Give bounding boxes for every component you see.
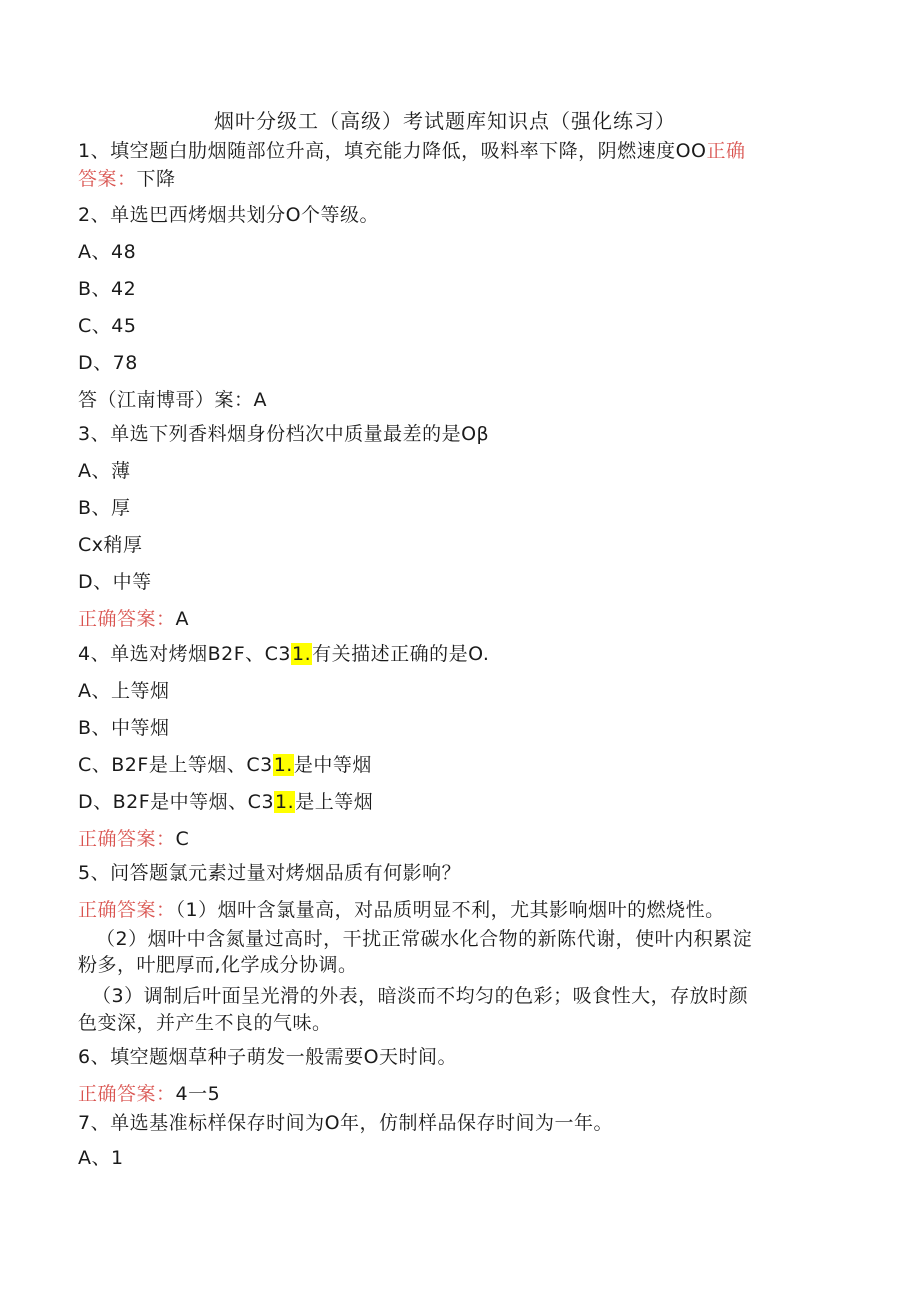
option-text: C、B2F是上等烟、C3	[78, 754, 273, 776]
question-5-answer-2a: （2）烟叶中含氮量过高时，干扰正常碳水化合物的新陈代谢，使叶内积累淀	[96, 928, 753, 950]
option-b: B、中等烟	[78, 717, 170, 739]
answer-value: C	[175, 828, 190, 850]
answer-label: 正确答案：	[78, 899, 176, 921]
question-5-answer-3a: （3）调制后叶面呈光滑的外表，暗淡而不均匀的色彩；吸食性大，存放时颜	[92, 985, 749, 1007]
option-c: Cx稍厚	[78, 534, 143, 556]
option-a: A、薄	[78, 460, 131, 482]
question-5-stem: 5、问答题氯元素过量对烤烟品质有何影响？	[78, 862, 462, 884]
option-c: C、45	[78, 315, 137, 337]
answer-label: 正确答案：	[78, 1083, 176, 1105]
question-3-answer	[78, 606, 189, 632]
option-a: A、1	[78, 1147, 124, 1169]
question-6-stem: 6、填空题烟草种子萌发一般需要O天时间。	[78, 1046, 458, 1068]
answer-label: 正确答案：	[78, 828, 176, 850]
question-1-answer	[78, 166, 176, 192]
option-a: A、48	[78, 241, 137, 263]
option-text: D、B2F是中等烟、C3	[78, 791, 275, 813]
option-text: 是中等烟	[293, 754, 372, 776]
answer-label: 正确	[706, 140, 746, 162]
question-4-answer	[78, 826, 189, 852]
question-1-stem	[78, 138, 746, 164]
option-b: B、厚	[78, 497, 131, 519]
page-title: 烟叶分级工（高级）考试题库知识点（强化练习）	[214, 109, 676, 133]
highlight-mark: 1.	[273, 754, 293, 776]
option-text: 是上等烟	[295, 791, 374, 813]
question-3-stem: 3、单选下列香料烟身份档次中质量最差的是Oβ	[78, 423, 490, 445]
question-5-answer-3b: 色变深，并产生不良的气味。	[78, 1012, 332, 1034]
question-5-answer-2b: 粉多，叶肥厚而,化学成分协调。	[78, 954, 358, 976]
option-a: A、上等烟	[78, 680, 170, 702]
highlight-mark: 1.	[292, 643, 312, 665]
answer-label: 答案：	[78, 168, 137, 190]
question-7-stem: 7、单选基准标样保存时间为O年，仿制样品保存时间为一年。	[78, 1112, 614, 1134]
question-4-stem	[78, 641, 489, 667]
answer-value: 4一5	[175, 1083, 221, 1105]
question-6-answer	[78, 1081, 220, 1107]
highlight-mark: 1.	[275, 791, 295, 813]
answer-text: （1）烟叶含氯量高，对品质明显不利，尤其影响烟叶的燃烧性。	[175, 899, 725, 921]
answer-value: 下降	[136, 168, 176, 190]
option-d: D、中等	[78, 571, 152, 593]
option-d: D、78	[78, 352, 138, 374]
question-text: 4、单选对烤烟B2F、C3	[78, 643, 291, 665]
option-c	[78, 752, 372, 778]
option-d	[78, 789, 373, 815]
question-2-answer: 答（江南博哥）案：A	[78, 389, 267, 411]
question-text: 有关描述正确的是O.	[312, 643, 490, 665]
answer-value: A	[175, 608, 190, 630]
question-2-stem: 2、单选巴西烤烟共划分O个等级。	[78, 204, 380, 226]
question-5-answer-1	[78, 897, 725, 923]
question-text: 1、填空题白肋烟随部位升高，填充能力降低，吸料率下降，阴燃速度OO	[78, 140, 707, 162]
answer-label: 正确答案：	[78, 608, 176, 630]
option-b: B、42	[78, 278, 137, 300]
